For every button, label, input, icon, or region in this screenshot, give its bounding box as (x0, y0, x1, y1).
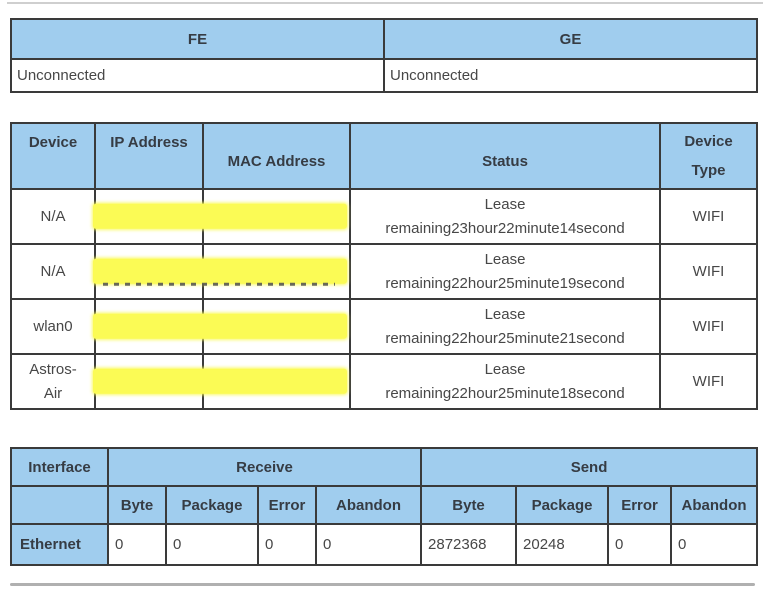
redaction-highlight (93, 203, 347, 228)
device-table-header-row (11, 123, 757, 189)
traffic-group-header-row (11, 448, 757, 486)
receive-error-value: 0 (258, 524, 316, 565)
port-status-table (10, 18, 758, 93)
status-column-header: Status (350, 123, 660, 189)
device-column-header: Device (11, 123, 95, 189)
send-package-value: 20248 (516, 524, 608, 565)
device-name-cell: N/A (11, 244, 95, 299)
receive-package-header: Package (166, 486, 258, 524)
interface-name-cell: Ethernet (11, 524, 108, 565)
bottom-divider-rule (10, 583, 755, 586)
device-name-cell: wlan0 (11, 299, 95, 354)
table-row (11, 244, 757, 299)
send-error-header: Error (608, 486, 671, 524)
send-error-value: 0 (608, 524, 671, 565)
table-row (11, 524, 757, 565)
traffic-statistics-table (10, 447, 758, 566)
device-lease-table (10, 122, 758, 410)
receive-package-value: 0 (166, 524, 258, 565)
lease-status-cell: Lease remaining22hour25minute19second (350, 244, 660, 299)
device-name-cell: N/A (11, 189, 95, 244)
send-byte-header: Byte (421, 486, 516, 524)
interface-column-header: Interface (11, 448, 108, 486)
send-byte-value: 2872368 (421, 524, 516, 565)
top-divider-rule (7, 2, 763, 4)
redaction-highlight (93, 258, 347, 283)
lease-status-cell: Lease remaining22hour25minute21second (350, 299, 660, 354)
device-type-column-header (660, 123, 757, 189)
device-name-cell: Astros-Air (11, 354, 95, 409)
redaction-highlight (93, 368, 347, 393)
ip-address-cell (95, 354, 203, 409)
device-type-cell: WIFI (660, 299, 757, 354)
port-ge-status: Unconnected (384, 59, 757, 92)
ip-address-cell (95, 189, 203, 244)
device-type-header-label: Device Type (684, 133, 733, 179)
empty-header-cell (11, 486, 108, 524)
device-type-cell: WIFI (660, 244, 757, 299)
table-row (11, 299, 757, 354)
send-abandon-value: 0 (671, 524, 757, 565)
port-status-header-row (11, 19, 757, 59)
table-row (11, 354, 757, 409)
mac-address-column-header: MAC Address (203, 123, 350, 189)
receive-byte-value: 0 (108, 524, 166, 565)
device-type-cell: WIFI (660, 189, 757, 244)
receive-byte-header: Byte (108, 486, 166, 524)
port-status-value-row (11, 59, 757, 92)
port-fe-header: FE (11, 19, 384, 59)
send-abandon-header: Abandon (671, 486, 757, 524)
lease-status-cell: Lease remaining23hour22minute14second (350, 189, 660, 244)
ip-address-cell (95, 244, 203, 299)
table-row (11, 189, 757, 244)
port-fe-status: Unconnected (11, 59, 384, 92)
redaction-highlight (93, 313, 347, 338)
receive-group-header: Receive (108, 448, 421, 486)
ip-address-column-header: IP Address (95, 123, 203, 189)
receive-abandon-value: 0 (316, 524, 421, 565)
receive-abandon-header: Abandon (316, 486, 421, 524)
send-group-header: Send (421, 448, 757, 486)
traffic-sub-header-row (11, 486, 757, 524)
receive-error-header: Error (258, 486, 316, 524)
port-ge-header: GE (384, 19, 757, 59)
ip-address-cell (95, 299, 203, 354)
device-type-cell: WIFI (660, 354, 757, 409)
send-package-header: Package (516, 486, 608, 524)
lease-status-cell: Lease remaining22hour25minute18second (350, 354, 660, 409)
